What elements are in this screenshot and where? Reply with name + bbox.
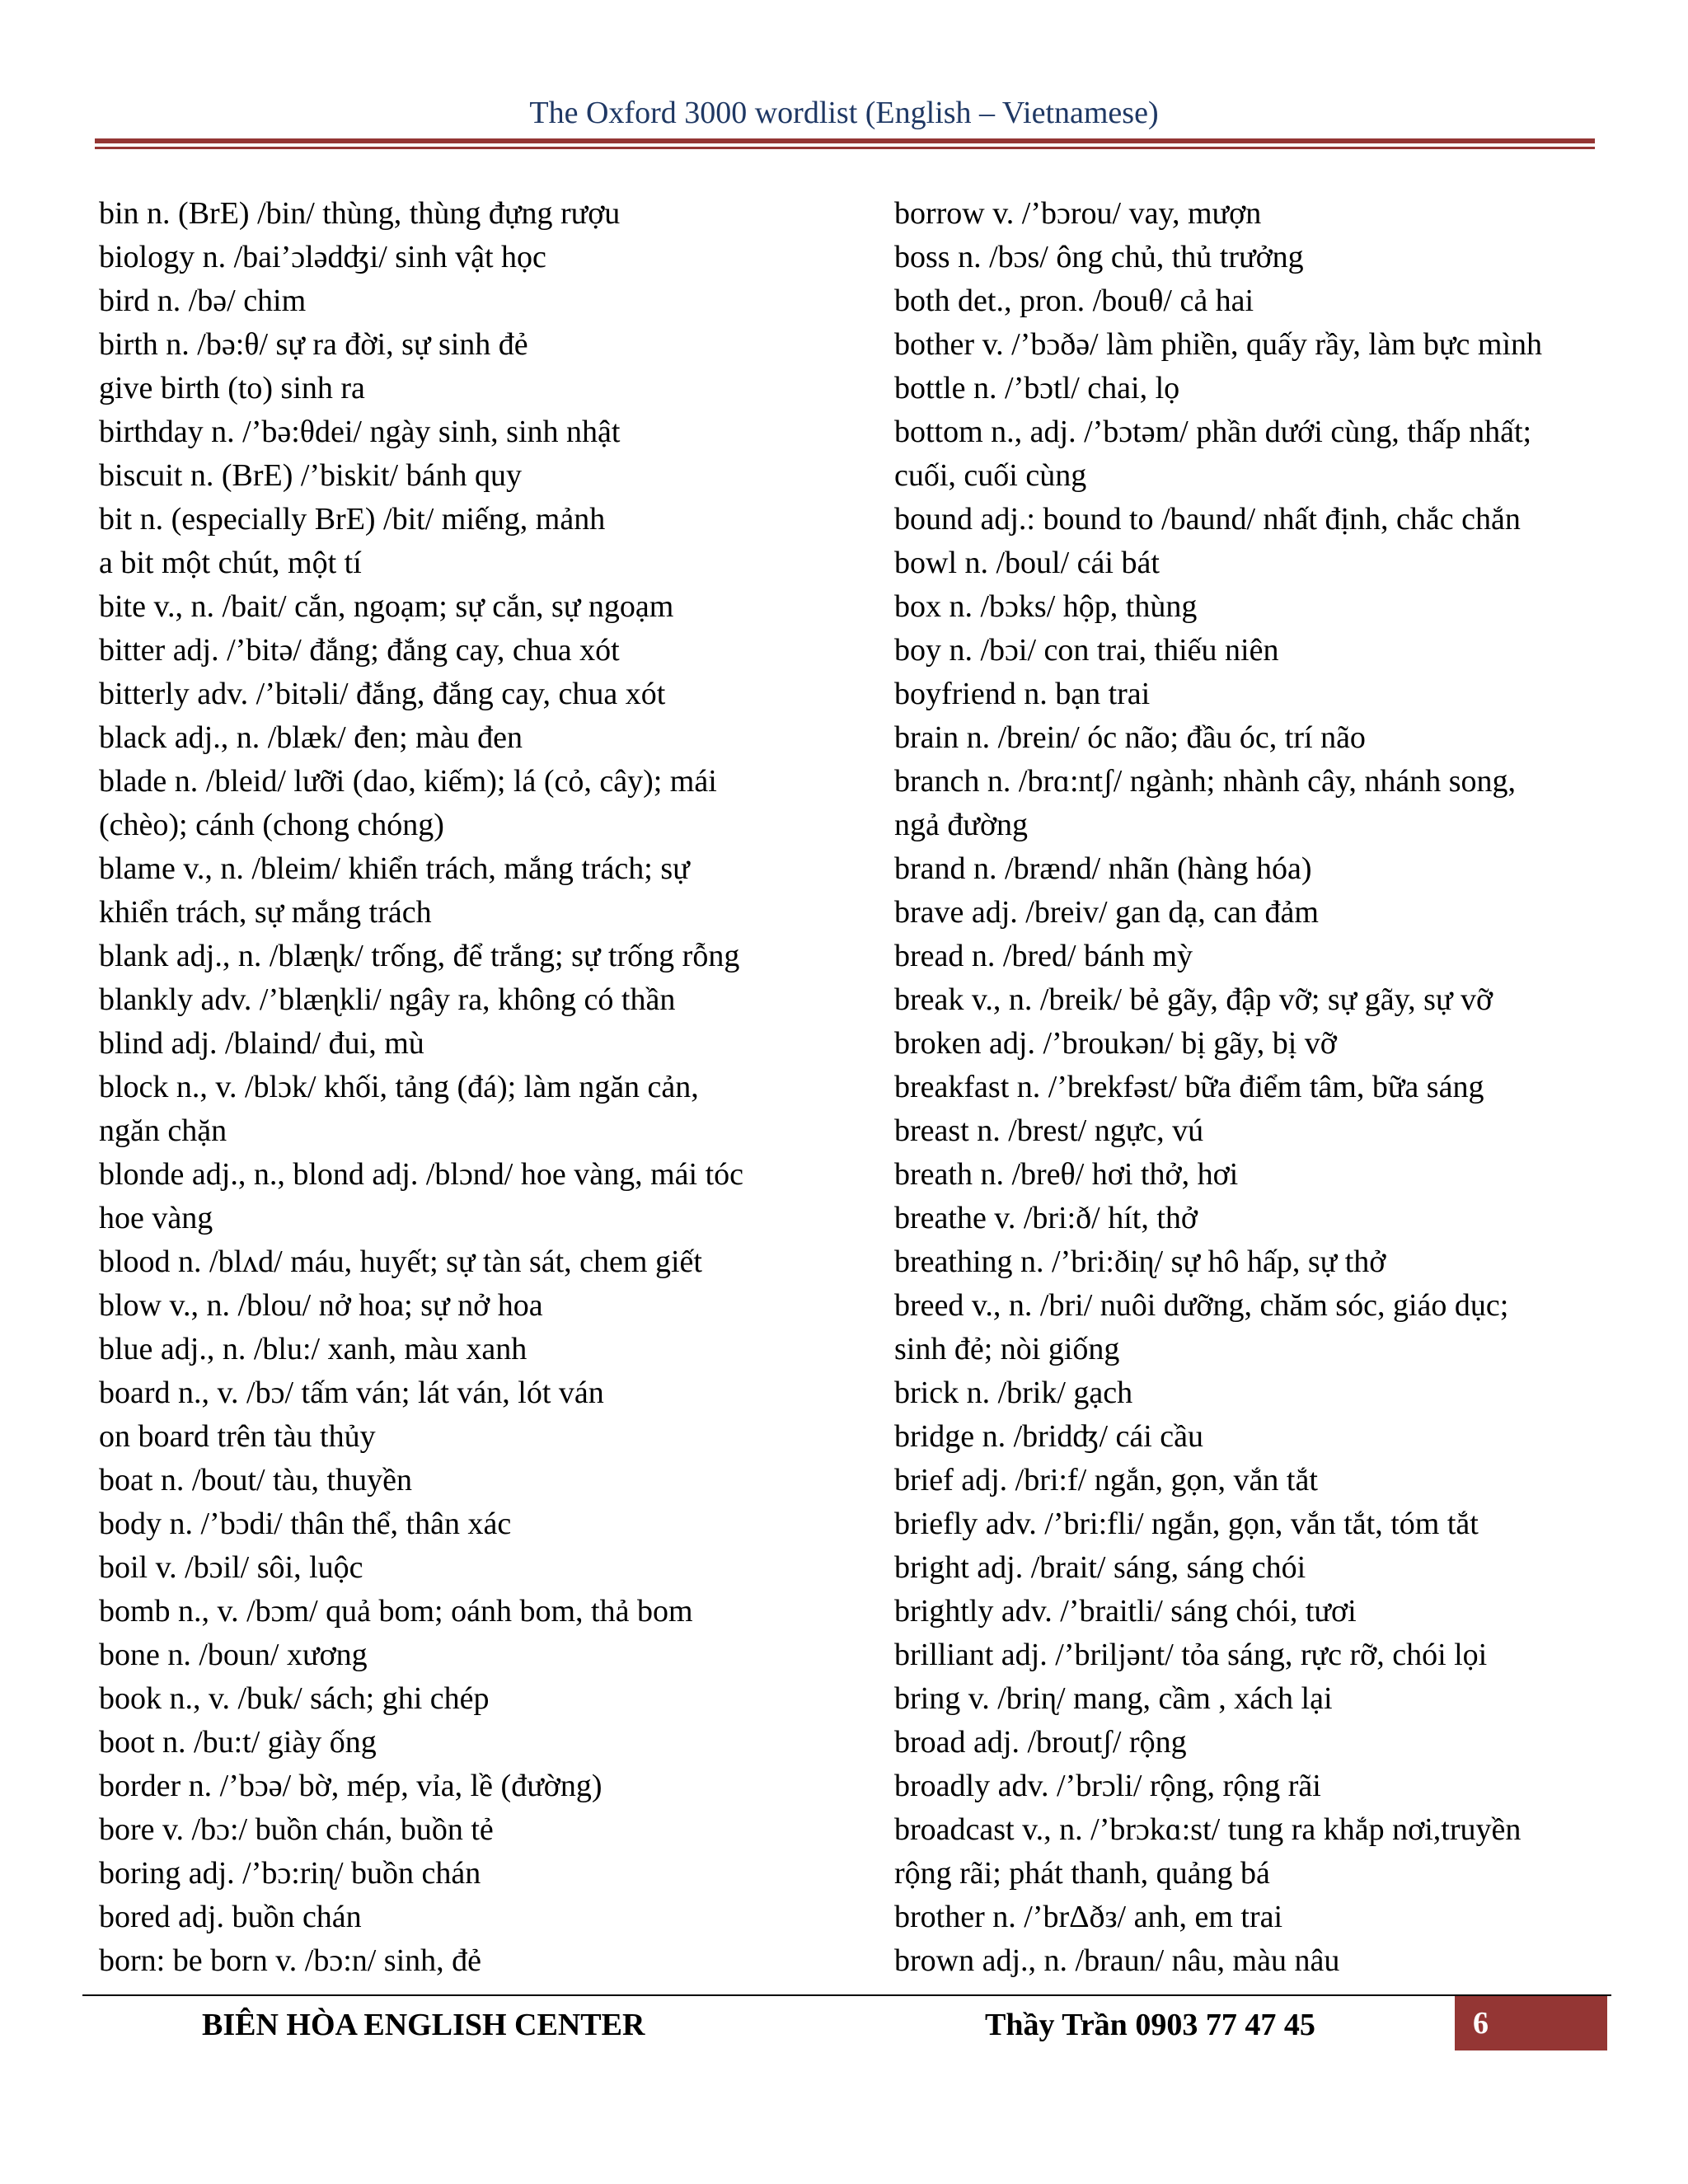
- word-entry-line: ngăn chặn: [99, 1113, 227, 1148]
- word-entry-line: block n., v. /blɔk/ khối, tảng (đá); làm ngăn cản,: [99, 1070, 699, 1104]
- word-entry-line: breakfast n. /’brekfəst/ bữa điểm tâm, bữa sáng: [894, 1070, 1484, 1104]
- word-entry-line: birth n. /bə:θ/ sự ra đời, sự sinh đẻ: [99, 327, 528, 362]
- word-entry-line: black adj., n. /blæk/ đen; màu đen: [99, 720, 523, 755]
- word-entry-line: ngả đường: [894, 808, 1029, 842]
- word-entry-line: breath n. /breθ/ hơi thở, hơi: [894, 1157, 1239, 1192]
- word-entry-line: born: be born v. /bɔ:n/ sinh, đẻ: [99, 1943, 482, 1978]
- header-rule-thick: [95, 138, 1595, 143]
- page-header-title: The Oxford 3000 wordlist (English – Vietnamese): [529, 96, 1159, 130]
- word-entry-line: brick n. /brik/ gạch: [894, 1376, 1133, 1410]
- word-entry-line: bird n. /bə/ chim: [99, 284, 307, 318]
- word-entry-line: boot n. /bu:t/ giày ống: [99, 1725, 377, 1760]
- word-entry-line: blue adj., n. /blu:/ xanh, màu xanh: [99, 1332, 528, 1366]
- word-entry-line: blade n. /bleid/ lưỡi (dao, kiếm); lá (cỏ, cây); mái: [99, 764, 717, 799]
- page-number-box: [1455, 1996, 1607, 2050]
- word-entry-line: rộng rãi; phát thanh, quảng bá: [894, 1856, 1270, 1891]
- word-entry-line: blonde adj., n., blond adj. /blɔnd/ hoe vàng, mái tóc: [99, 1157, 744, 1192]
- word-entry-line: box n. /bɔks/ hộp, thùng: [894, 589, 1198, 624]
- left-column: [99, 192, 890, 1983]
- word-entry-line: a bit một chút, một tí: [99, 546, 362, 580]
- word-entry-line: bomb n., v. /bɔm/ quả bom; oánh bom, thả bom: [99, 1594, 693, 1629]
- word-entry-line: blank adj., n. /blæɳk/ trống, để trắng; sự trống rỗng: [99, 939, 740, 973]
- page-number: 6: [1473, 2006, 1489, 2041]
- word-entry-line: blame v., n. /bleim/ khiển trách, mắng trách; sự: [99, 851, 690, 886]
- word-entry-line: biology n. /bai’ɔlədʤi/ sinh vật học: [99, 240, 546, 274]
- word-entry-line: breast n. /brest/ ngực, vú: [894, 1113, 1204, 1148]
- word-entry-line: brilliant adj. /’briljənt/ tỏa sáng, rực rỡ, chói lọi: [894, 1638, 1488, 1672]
- word-entry-line: sinh đẻ; nòi giống: [894, 1332, 1120, 1366]
- word-entry-line: on board trên tàu thủy: [99, 1419, 376, 1454]
- word-entry-line: blankly adv. /’blæɳkli/ ngây ra, không có thần: [99, 982, 676, 1017]
- word-entry-line: bit n. (especially BrE) /bit/ miếng, mảnh: [99, 502, 606, 537]
- word-entry-line: broadly adv. /’brɔli/ rộng, rộng rãi: [894, 1769, 1321, 1803]
- word-entry-line: boil v. /bɔil/ sôi, luộc: [99, 1550, 363, 1585]
- word-entry-line: bound adj.: bound to /baund/ nhất định, chắc chắn: [894, 502, 1521, 537]
- word-entry-line: blind adj. /blaind/ đui, mù: [99, 1026, 424, 1061]
- word-entry-line: brightly adv. /’braitli/ sáng chói, tươi: [894, 1594, 1357, 1629]
- word-entry-line: broad adj. /broutʃ/ rộng: [894, 1725, 1187, 1760]
- word-entry-line: both det., pron. /bouθ/ cả hai: [894, 284, 1254, 318]
- word-entry-line: branch n. /brɑ:ntʃ/ ngành; nhành cây, nhánh song,: [894, 764, 1517, 799]
- word-entry-line: bitterly adv. /’bitəli/ đắng, đắng cay, chua xót: [99, 677, 666, 711]
- footer-teacher-contact: Thầy Trần 0903 77 47 45: [985, 2008, 1315, 2042]
- word-entry-line: bone n. /boun/ xương: [99, 1638, 368, 1672]
- word-entry-line: cuối, cuối cùng: [894, 458, 1087, 493]
- word-entry-line: brief adj. /bri:f/ ngắn, gọn, vắn tắt: [894, 1463, 1318, 1497]
- word-entry-line: bottle n. /’bɔtl/ chai, lọ: [894, 371, 1180, 405]
- word-entry-line: boring adj. /’bɔ:riɳ/ buồn chán: [99, 1856, 481, 1891]
- word-entry-line: brother n. /’brΔðз/ anh, em trai: [894, 1900, 1283, 1934]
- word-entry-line: board n., v. /bɔ/ tấm ván; lát ván, lót ván: [99, 1376, 604, 1410]
- word-entry-line: bother v. /’bɔðə/ làm phiền, quấy rầy, làm bực mình: [894, 327, 1542, 362]
- word-entry-line: bowl n. /boul/ cái bát: [894, 546, 1160, 580]
- word-entry-line: brain n. /brein/ óc não; đầu óc, trí não: [894, 720, 1366, 755]
- word-entry-line: biscuit n. (BrE) /’biskit/ bánh quy: [99, 458, 522, 493]
- word-entry-line: boat n. /bout/ tàu, thuyền: [99, 1463, 412, 1497]
- word-entry-line: borrow v. /’bɔrou/ vay, mượn: [894, 196, 1262, 231]
- word-entry-line: bring v. /briɳ/ mang, cầm , xách lại: [894, 1681, 1333, 1716]
- word-entry-line: give birth (to) sinh ra: [99, 371, 365, 405]
- word-entry-line: body n. /’bɔdi/ thân thể, thân xác: [99, 1507, 512, 1541]
- word-entry-line: bright adj. /brait/ sáng, sáng chói: [894, 1550, 1306, 1585]
- word-entry-line: broken adj. /’broukən/ bị gãy, bị vỡ: [894, 1026, 1337, 1061]
- word-entry-line: brave adj. /breiv/ gan dạ, can đảm: [894, 895, 1319, 930]
- word-entry-line: breathe v. /bri:ð/ hít, thở: [894, 1201, 1198, 1235]
- word-entry-line: brown adj., n. /braun/ nâu, màu nâu: [894, 1943, 1340, 1978]
- word-entry-line: broadcast v., n. /’brɔkɑ:st/ tung ra khắp nơi,truyền: [894, 1812, 1522, 1847]
- word-entry-line: breed v., n. /bri/ nuôi dưỡng, chăm sóc, giáo dục;: [894, 1288, 1509, 1323]
- footer-rule: [82, 1994, 1611, 1996]
- right-column: [894, 192, 1636, 1983]
- word-entry-line: khiển trách, sự mắng trách: [99, 895, 432, 930]
- word-entry-line: bread n. /bred/ bánh mỳ: [894, 939, 1193, 973]
- word-entry-line: briefly adv. /’bri:fli/ ngắn, gọn, vắn tắt, tóm tắt: [894, 1507, 1479, 1541]
- word-entry-line: brand n. /brænd/ nhãn (hàng hóa): [894, 851, 1312, 886]
- footer-center-name: BIÊN HÒA ENGLISH CENTER: [202, 2008, 645, 2042]
- word-entry-line: border n. /’bɔə/ bờ, mép, vỉa, lề (đường): [99, 1769, 603, 1803]
- word-entry-line: hoe vàng: [99, 1201, 213, 1235]
- word-entry-line: boss n. /bɔs/ ông chủ, thủ trưởng: [894, 240, 1304, 274]
- word-entry-line: bitter adj. /’bitə/ đắng; đắng cay, chua xót: [99, 633, 620, 668]
- word-entry-line: blood n. /blʌd/ máu, huyết; sự tàn sát, chem giết: [99, 1244, 702, 1279]
- word-entry-line: birthday n. /’bə:θdei/ ngày sinh, sinh nhật: [99, 415, 621, 449]
- word-entry-line: bite v., n. /bait/ cắn, ngoạm; sự cắn, sự ngoạm: [99, 589, 674, 624]
- word-entry-line: bored adj. buồn chán: [99, 1900, 362, 1934]
- word-entry-line: boyfriend n. bạn trai: [894, 677, 1151, 711]
- word-entry-line: bin n. (BrE) /bin/ thùng, thùng đựng rượu: [99, 196, 621, 231]
- word-entry-line: break v., n. /breik/ bẻ gãy, đập vỡ; sự gãy, sự vỡ: [894, 982, 1493, 1017]
- word-entry-line: (chèo); cánh (chong chóng): [99, 808, 444, 842]
- word-entry-line: breathing n. /’bri:ðiɳ/ sự hô hấp, sự thở: [894, 1244, 1386, 1279]
- header-rule-thin: [95, 147, 1595, 149]
- word-entry-line: bridge n. /bridʤ/ cái cầu: [894, 1419, 1204, 1454]
- word-entry-line: book n., v. /buk/ sách; ghi chép: [99, 1681, 490, 1716]
- word-entry-line: boy n. /bɔi/ con trai, thiếu niên: [894, 633, 1279, 668]
- word-entry-line: blow v., n. /blou/ nở hoa; sự nở hoa: [99, 1288, 543, 1323]
- word-entry-line: bore v. /bɔ:/ buồn chán, buồn tẻ: [99, 1812, 494, 1847]
- word-entry-line: bottom n., adj. /’bɔtəm/ phần dưới cùng, thấp nhất;: [894, 415, 1532, 449]
